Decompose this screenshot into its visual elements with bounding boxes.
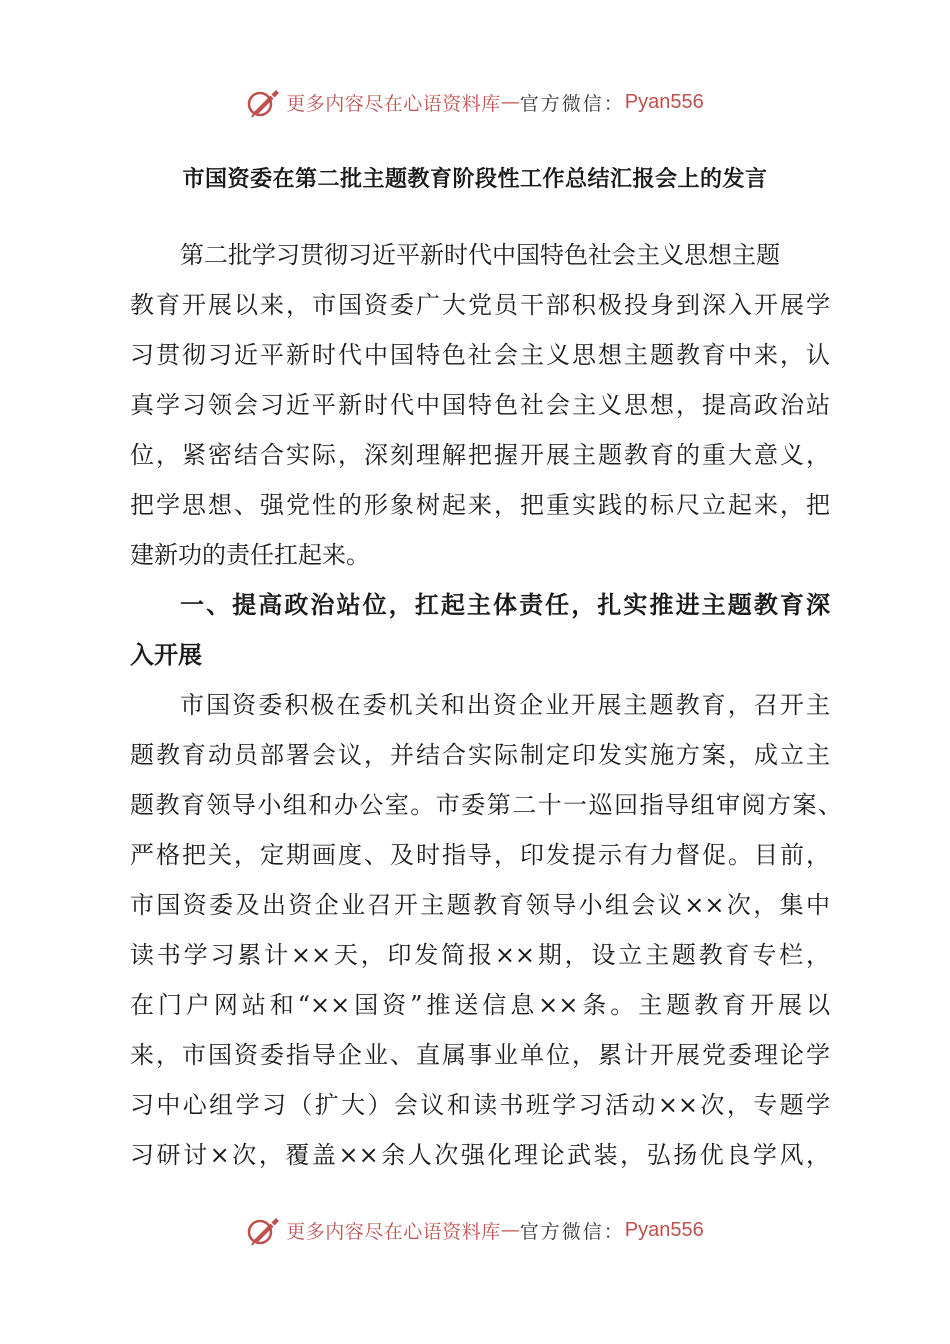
banner-wechat-label: 官方微信： xyxy=(519,1220,625,1243)
quill-pen-logo-icon xyxy=(246,1212,282,1248)
section-heading-line: 一、提高政治站位，扛起主体责任，扎实推进主题教育深 xyxy=(180,591,830,619)
paragraph-line: 第二批学习贯彻习近平新时代中国特色社会主义思想主题 xyxy=(180,241,780,269)
paragraph-line: 习贯彻习近平新时代中国特色社会主义思想主题教育中来，认 xyxy=(130,341,830,369)
paragraph-line: 在门户网站和“××国资”推送信息××条。主题教育开展以 xyxy=(130,991,830,1019)
footer-banner xyxy=(0,1210,950,1250)
paragraph-line: 建新功的责任扛起来。 xyxy=(130,541,370,569)
paragraph-line: 真学习领会习近平新时代中国特色社会主义思想，提高政治站 xyxy=(130,391,830,419)
paragraph-line: 来，市国资委指导企业、直属事业单位，累计开展党委理论学 xyxy=(130,1041,830,1069)
banner-text: 更多内容尽在心语资料库 xyxy=(286,92,501,115)
paragraph-line: 市国资委积极在委机关和出资企业开展主题教育，召开主 xyxy=(180,691,830,719)
paragraph-line: 把学思想、强党性的形象树起来，把重实践的标尺立起来，把 xyxy=(130,491,830,519)
quill-pen-logo-icon xyxy=(246,84,282,120)
paragraph-line: 位，紧密结合实际，深刻理解把握开展主题教育的重大意义， xyxy=(130,441,830,469)
banner-wechat-id: Pyan556 xyxy=(624,90,704,113)
banner-separator: — xyxy=(500,91,520,113)
paragraph-line: 教育开展以来，市国资委广大党员干部积极投身到深入开展学 xyxy=(130,291,830,319)
section-heading-line: 入开展 xyxy=(130,641,202,669)
banner-wechat-label: 官方微信： xyxy=(519,92,625,115)
paragraph-line: 题教育动员部署会议，并结合实际制定印发实施方案，成立主 xyxy=(130,741,830,769)
banner-separator: — xyxy=(500,1219,520,1241)
paragraph-line: 习研讨×次，覆盖××余人次强化理论武装，弘扬优良学风， xyxy=(130,1141,830,1169)
paragraph-line: 市国资委及出资企业召开主题教育领导小组会议××次，集中 xyxy=(130,891,830,919)
paragraph-line: 严格把关，定期画度、及时指导，印发提示有力督促。目前， xyxy=(130,841,830,869)
paragraph-line: 读书学习累计××天，印发简报××期，设立主题教育专栏， xyxy=(130,941,830,969)
paragraph-line: 习中心组学习（扩大）会议和读书班学习活动××次，专题学 xyxy=(130,1091,830,1119)
paragraph-line: 题教育领导小组和办公室。市委第二十一巡回指导组审阅方案、 xyxy=(130,791,842,819)
banner-wechat-id: Pyan556 xyxy=(624,1218,704,1241)
banner-text: 更多内容尽在心语资料库 xyxy=(286,1220,501,1243)
document-title: 市国资委在第二批主题教育阶段性工作总结汇报会上的发言 xyxy=(182,167,768,192)
header-banner xyxy=(0,82,950,122)
